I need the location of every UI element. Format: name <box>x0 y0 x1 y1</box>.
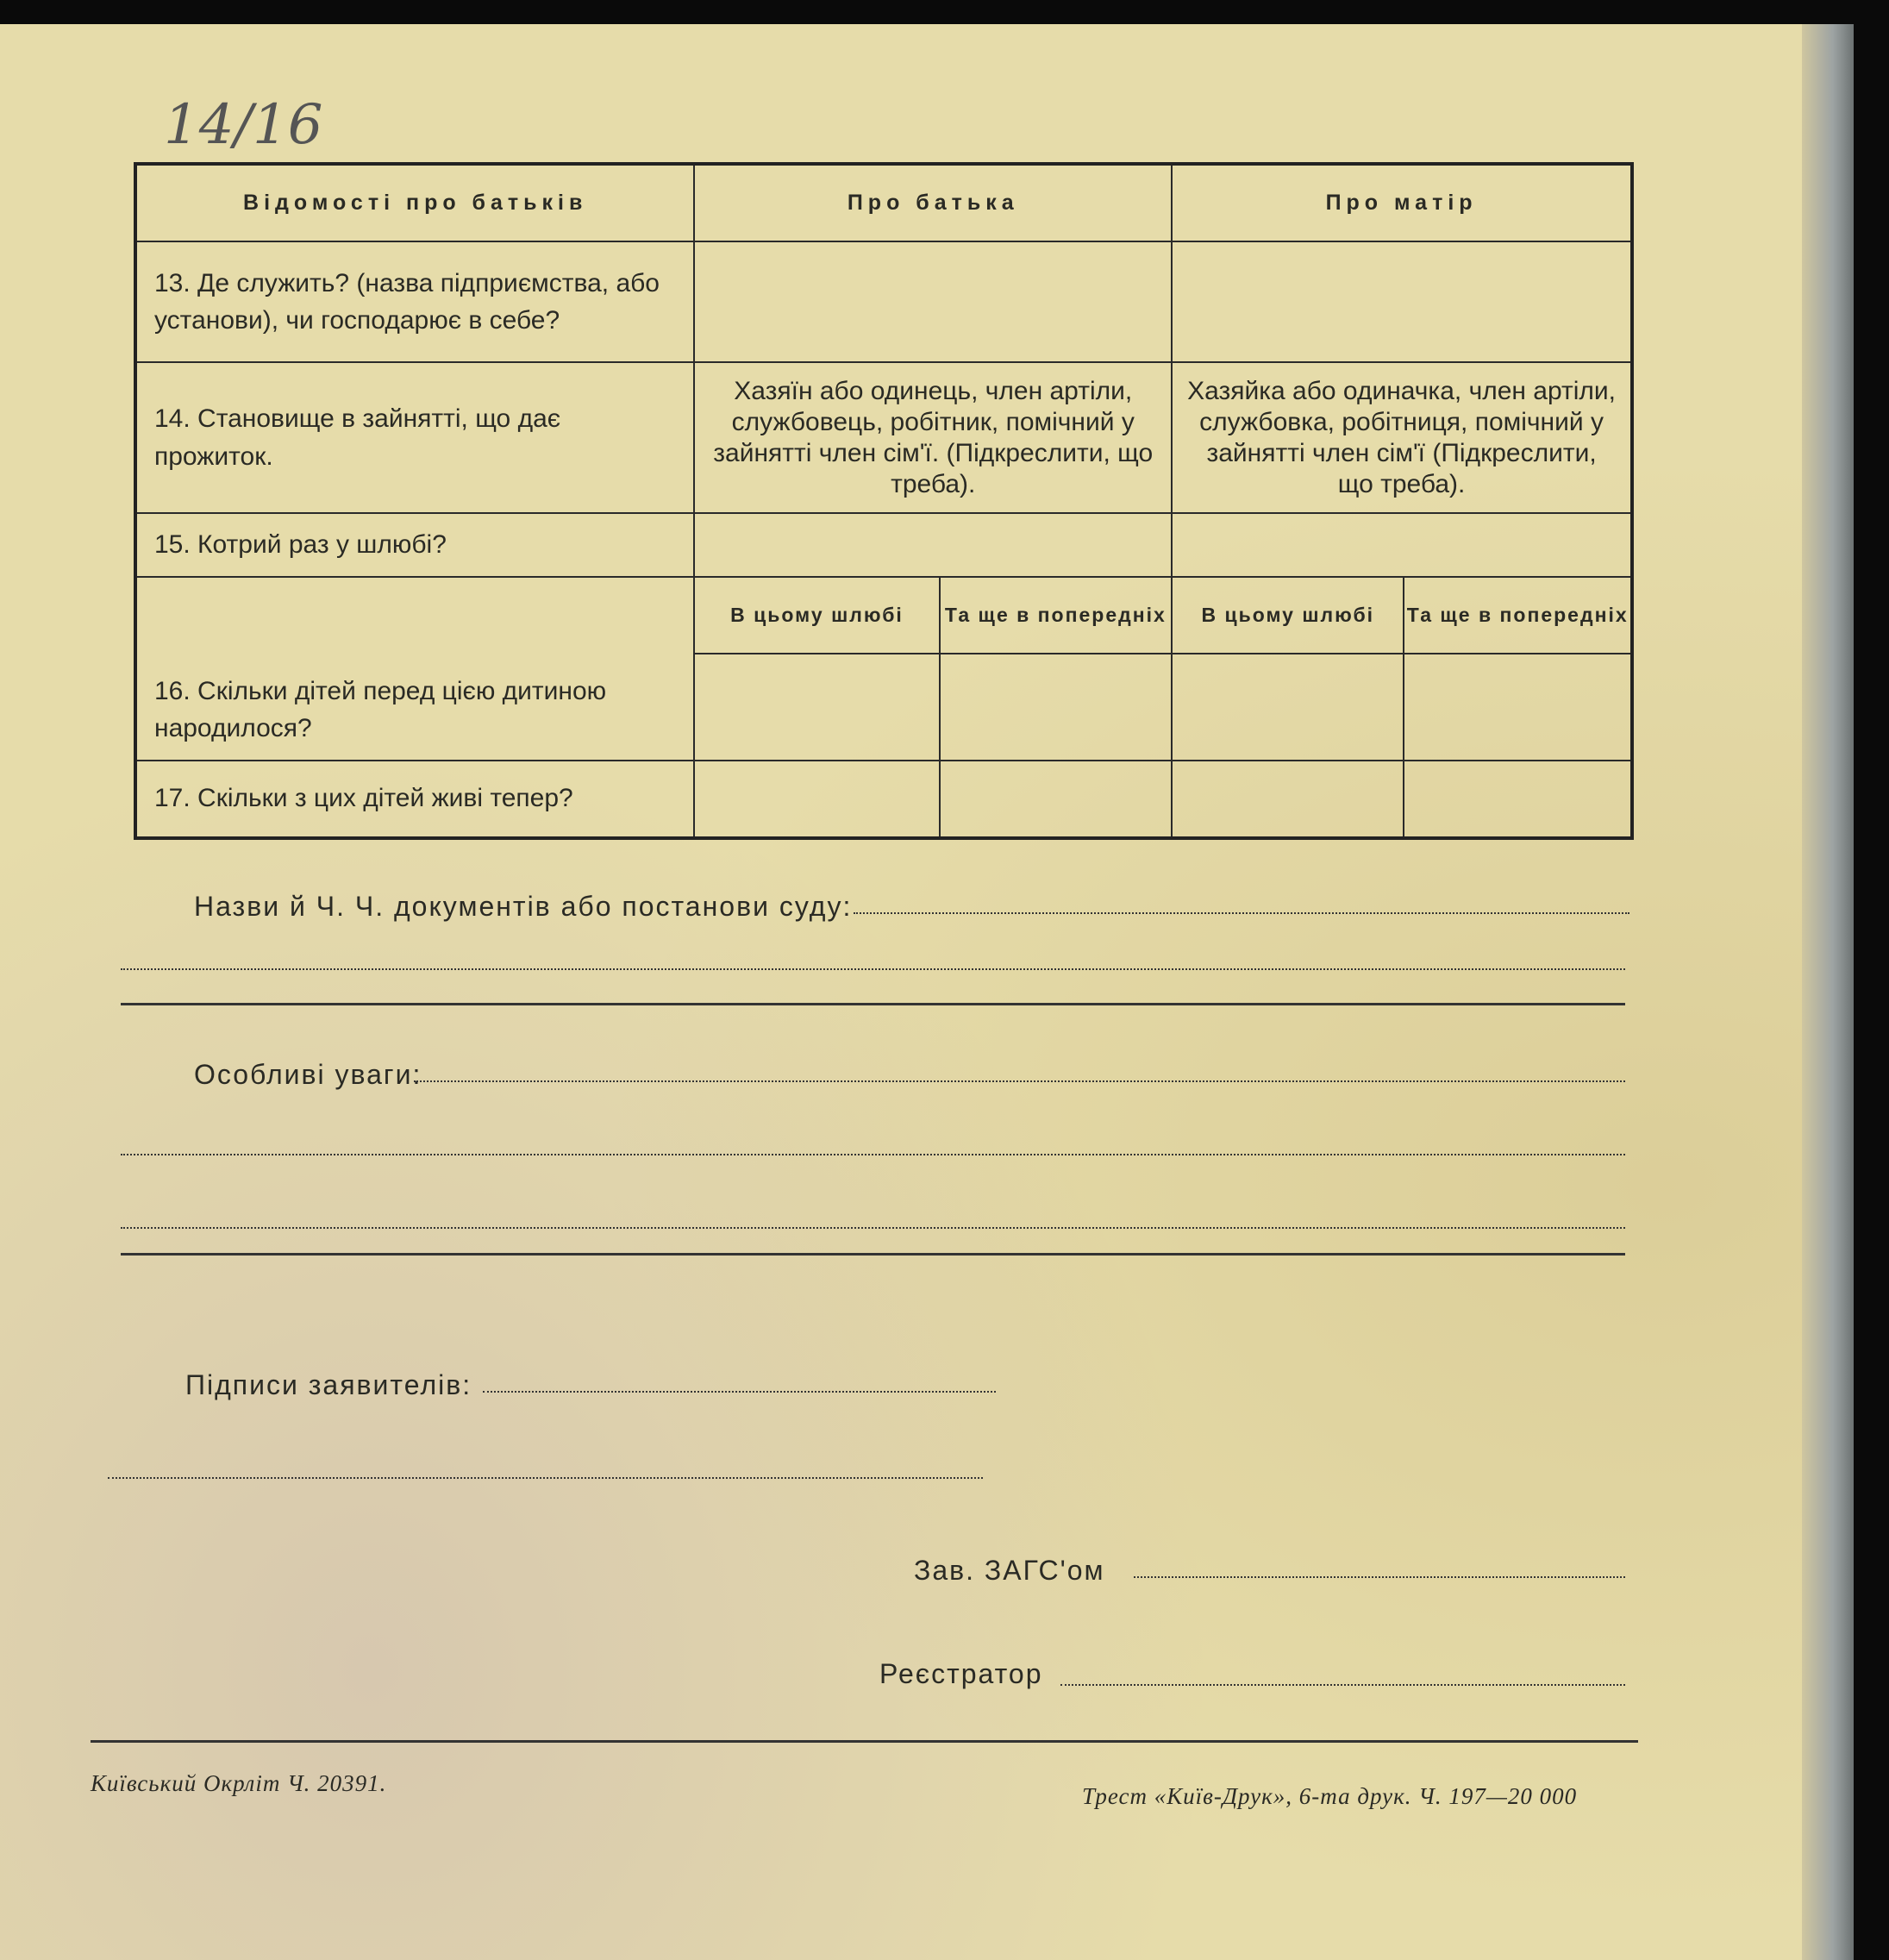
notes-line[interactable] <box>414 1080 1625 1082</box>
answer-17-father-this[interactable] <box>694 761 939 838</box>
notes-label: Особливі уваги: <box>194 1059 422 1090</box>
answer-16-father-prev[interactable] <box>940 654 1173 761</box>
answer-13-father[interactable] <box>694 241 1172 362</box>
header-father: Про батька <box>694 164 1172 241</box>
header-parents-info: Відомості про батьків <box>135 164 694 241</box>
question-13: 13. Де служить? (назва підприємства, або установи), чи господарює в себе? <box>135 241 694 362</box>
subheader-mother-previous: Та ще в попередніх <box>1404 577 1632 654</box>
notes-line-2[interactable] <box>121 1154 1625 1155</box>
registrar-signature-line[interactable] <box>1060 1684 1625 1686</box>
question-15: 15. Котрий раз у шлюбі? <box>135 513 694 577</box>
document-page <box>0 24 1854 1960</box>
divider-2 <box>121 1253 1625 1256</box>
footer-left: Київський Окрліт Ч. 20391. <box>91 1770 387 1796</box>
answer-14-mother-options[interactable]: Хазяйка або одиначка, член артіли, службовка, робітниця, помічний у зайнятті член сім'ї (Підкреслити, що треба). <box>1172 362 1632 513</box>
divider <box>121 1003 1625 1005</box>
parents-info-table <box>134 162 1634 840</box>
subheader-mother-this-marriage: В цьому шлюбі <box>1172 577 1404 654</box>
question-14: 14. Становище в зайнятті, що дає прожиток. <box>135 362 694 513</box>
signatures-label: Підписи заявителів: <box>185 1369 472 1400</box>
documents-line[interactable] <box>854 912 1629 914</box>
footer-rule <box>91 1740 1638 1743</box>
answer-15-father[interactable] <box>694 513 1172 577</box>
documents-line-2[interactable] <box>121 968 1625 970</box>
answer-14-father-options[interactable]: Хазяїн або одинець, член артіли, службовець, робітник, помічний у зайнятті член сім'ї. (Підкреслити, що треба). <box>694 362 1172 513</box>
binding-edge <box>1802 24 1854 1960</box>
notes-line-3[interactable] <box>121 1227 1625 1229</box>
answer-17-mother-prev[interactable] <box>1404 761 1632 838</box>
answer-13-mother[interactable] <box>1172 241 1632 362</box>
signatures-line-2[interactable] <box>108 1477 983 1479</box>
subheader-father-previous: Та ще в попередніх <box>940 577 1173 654</box>
answer-16-father-this[interactable] <box>694 654 939 761</box>
answer-17-mother-this[interactable] <box>1172 761 1404 838</box>
question-17: 17. Скільки з цих дітей живі тепер? <box>135 761 694 838</box>
page-number: 14/16 <box>164 93 323 157</box>
answer-15-mother[interactable] <box>1172 513 1632 577</box>
answer-17-father-prev[interactable] <box>940 761 1173 838</box>
head-signature-line[interactable] <box>1134 1576 1625 1578</box>
footer-right: Трест «Київ-Друк», 6-та друк. Ч. 197—20 000 <box>1082 1783 1578 1809</box>
documents-label: Назви й Ч. Ч. документів або постанови суду: <box>194 891 853 922</box>
registrar-label: Реєстратор <box>879 1658 1043 1689</box>
signatures-line[interactable] <box>483 1391 996 1393</box>
subheader-father-this-marriage: В цьому шлюбі <box>694 577 939 654</box>
answer-16-mother-this[interactable] <box>1172 654 1404 761</box>
question-16: 16. Скільки дітей перед цією дитиною народилося? <box>135 577 694 761</box>
answer-16-mother-prev[interactable] <box>1404 654 1632 761</box>
head-label: Зав. ЗАГС'ом <box>914 1555 1105 1586</box>
header-mother: Про матір <box>1172 164 1632 241</box>
